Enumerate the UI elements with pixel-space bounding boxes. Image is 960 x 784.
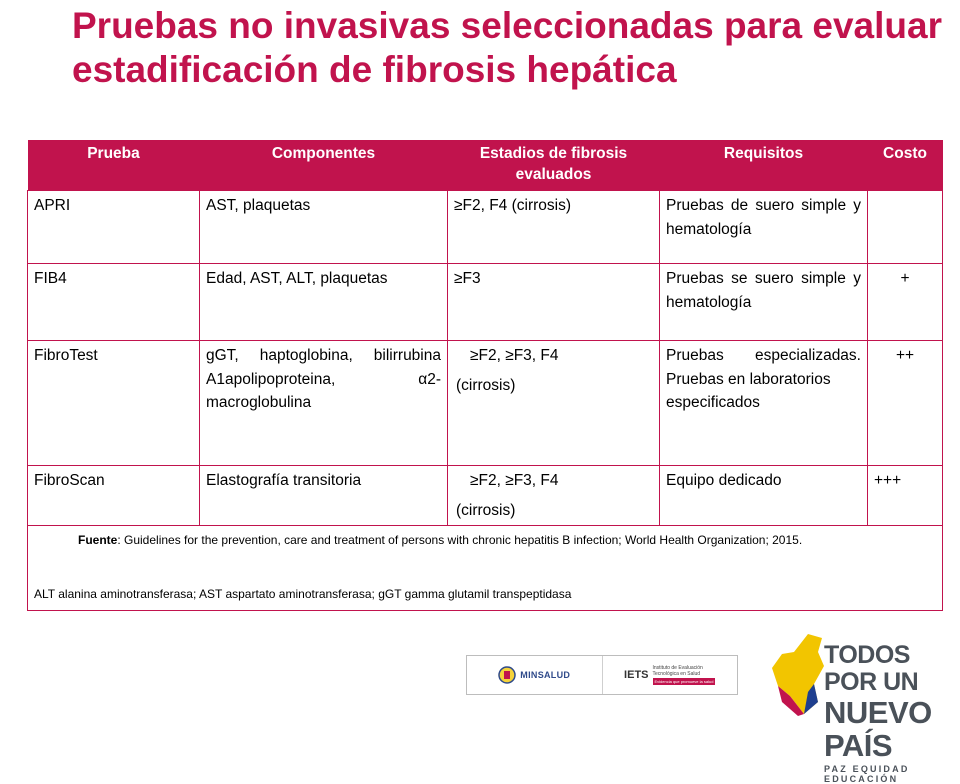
header-costo: Costo	[868, 140, 943, 191]
estadios-line-2: (cirrosis)	[456, 501, 516, 519]
header-requisitos: Requisitos	[660, 140, 868, 191]
slide-title: Pruebas no invasivas seleccionadas para evaluar estadificación de fibrosis hepática	[72, 5, 942, 90]
cell-prueba: FibroScan	[28, 466, 200, 526]
iets-tagline: Evidencia que promueve la salud	[654, 679, 714, 684]
table-row	[28, 341, 943, 466]
iets-logo	[602, 656, 738, 694]
cell-requisitos	[660, 341, 868, 466]
footnote-source-label: Fuente	[78, 533, 118, 547]
cell-estadios	[448, 341, 660, 466]
estadios-line-2: (cirrosis)	[456, 376, 516, 394]
iets-name: IETS	[624, 669, 649, 681]
requisitos-line-1: Pruebas especializadas.	[666, 347, 861, 364]
header-componentes: Componentes	[200, 140, 448, 191]
tp-line-2: NUEVO PAÍS	[824, 695, 932, 763]
cell-costo: ++	[868, 341, 943, 466]
footnote-source-text: : Guidelines for the prevention, care and treatment of persons with chronic hepatitis B infection; World Health Organization; 2015.	[117, 533, 803, 547]
cell-prueba: FibroTest	[28, 341, 200, 466]
cell-componentes: gGT, haptoglobina, bilirrubina A1apolipoproteina, α2-macroglobulina	[200, 341, 448, 466]
requisitos-line-2: Pruebas en laboratorios especificados	[666, 370, 831, 411]
cell-componentes: Edad, AST, ALT, plaquetas	[200, 264, 448, 341]
cell-requisitos: Pruebas se suero simple y hematología	[660, 264, 868, 341]
cell-requisitos: Equipo dedicado	[660, 466, 868, 526]
tp-line-3: PAZ EQUIDAD EDUCACIÓN	[824, 764, 910, 784]
minsalud-logo	[467, 656, 602, 694]
cell-costo	[868, 191, 943, 264]
cell-componentes: Elastografía transitoria	[200, 466, 448, 526]
table-row	[28, 466, 943, 526]
cell-requisitos: Pruebas de suero simple y hematología	[660, 191, 868, 264]
cell-estadios: ≥F3	[448, 264, 660, 341]
fibrosis-tests-table	[27, 140, 943, 611]
cell-costo: +	[868, 264, 943, 341]
header-estadios: Estadios de fibrosis evaluados	[448, 140, 660, 191]
table-row	[28, 264, 943, 341]
institution-logos	[466, 655, 738, 695]
footnote-source	[34, 529, 936, 553]
cell-costo: +++	[868, 466, 943, 526]
table-header-row	[28, 140, 943, 191]
coat-of-arms-icon	[498, 666, 516, 684]
cell-prueba: APRI	[28, 191, 200, 264]
colombia-map-icon	[768, 632, 826, 716]
minsalud-text: MINSALUD	[520, 670, 571, 680]
footnote-cell	[28, 526, 943, 611]
estadios-line-1: ≥F2, ≥F3, F4	[470, 472, 559, 489]
tp-line-1: TODOS POR UN	[824, 641, 919, 696]
header-prueba: Prueba	[28, 140, 200, 191]
iets-subtitle: Instituto de Evaluación Tecnológica en Salud	[652, 665, 703, 677]
todos-por-un-nuevo-pais-logo	[768, 632, 954, 784]
cell-prueba: FIB4	[28, 264, 200, 341]
footnote-abbreviations: ALT alanina aminotransferasa; AST aspartato aminotransferasa; gGT gamma glutamil transpeptidasa	[34, 586, 572, 601]
estadios-line-1: ≥F2, ≥F3, F4	[470, 347, 559, 364]
cell-estadios	[448, 466, 660, 526]
table-footnote-row	[28, 526, 943, 611]
table-row	[28, 191, 943, 264]
cell-componentes: AST, plaquetas	[200, 191, 448, 264]
cell-estadios: ≥F2, F4 (cirrosis)	[448, 191, 660, 264]
